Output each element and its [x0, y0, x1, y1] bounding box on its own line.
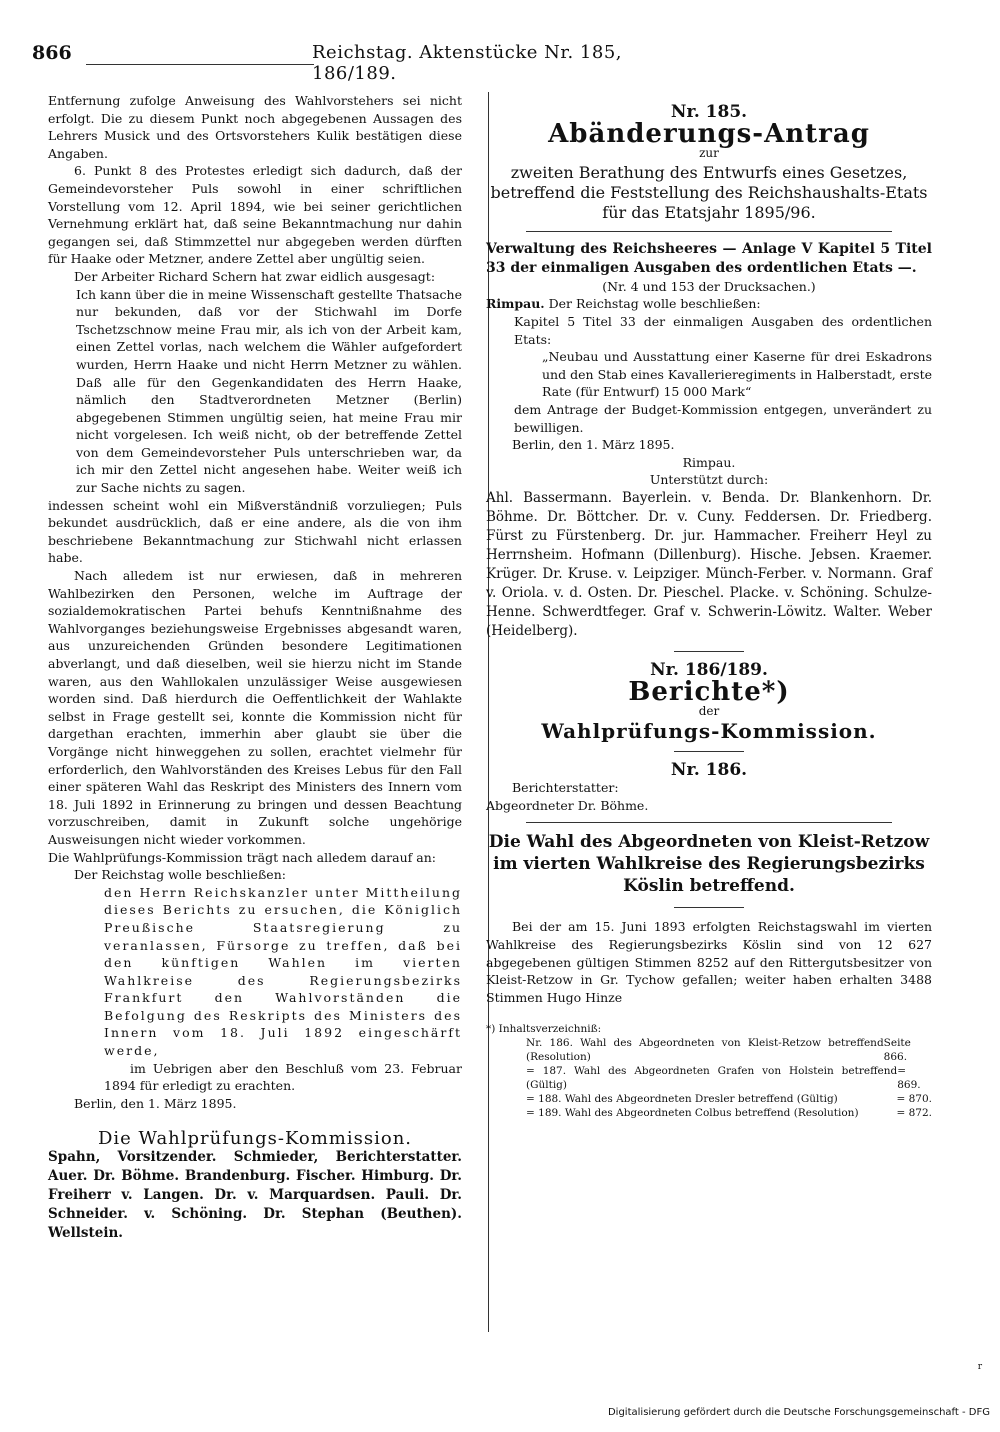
signer: Rimpau. — [682, 454, 736, 470]
separator — [674, 751, 744, 752]
mover-name: Rimpau. — [486, 296, 545, 312]
supporters-list: Ahl. Bassermann. Bayerlein. v. Benda. Dr. Blankenhorn. Dr. Böhme. Dr. Böttcher. Dr. v. Cuny. Feddersen. Dr. Friedberg. Fürst zu Fürstenberg. Dr. jur. Hammacher. Freiherr Heyl zu Herrnsheim. Hofmann (Dillenburg). Hische. Jebsen. Kraemer. Krüger. Dr. Kruse. v. Leipziger. Münch-Ferber. v. Normann. Graf v. Oriola. v. d. Osten. Dr. Pieschel. Placke. v. Schöning. Schulze-Henne. Schwerdtfeger. Graf v. Schwerin-Löwitz. Walter. Weber (Heidelberg). — [486, 489, 932, 639]
footnote-entry: = 187. Wahl des Abgeordneten Grafen von Holstein betreffend (Gültig) = 869. — [526, 1065, 921, 1092]
date-line: Berlin, den 1. März 1895. — [512, 437, 675, 453]
running-header — [32, 42, 668, 84]
separator — [674, 907, 744, 908]
header-rule — [86, 64, 314, 65]
paragraph: 6. Punkt 8 des Protestes erledigt sich dadurch, daß der Gemeindevorsteher Puls sowohl in einer schriftlichen Vorstellung vom 12. April 1894, wie bei seiner gerichtlichen Vernehmung erklärt hat, daß seine Bekanntmachung nur dahin gegangen sei, daß Stimmzettel nur abgegeben werden dürften für Haake oder Metzner, andere Zettel aber ungültig seien. — [48, 163, 462, 267]
supported-label: Unterstützt durch: — [649, 472, 769, 488]
right-column — [486, 102, 932, 1120]
report-subject: Die Wahl des Abgeordneten von Kleist-Retzow im vierten Wahlkreise des Regierungsbezirks Köslin betreffend. — [488, 832, 930, 897]
document-subtitle: zweiten Berathung des Entwurfs eines Gesetzes, betreffend die Feststellung des Reichshaushalts-Etats für das Etatsjahr 1895/96. — [490, 162, 928, 222]
commission-name: Wahlprüfungs-Kommission. — [541, 718, 877, 743]
paragraph: Entfernung zufolge Anweisung des Wahlvorstehers sei nicht erfolgt. Die zu diesem Punkt noch abgegebenen Aussagen des Lehrers Musick und des Ortsvorstehers Kulik bestätigen diese Angaben. — [48, 93, 462, 161]
budget-item: Kapitel 5 Titel 33 der einmaligen Ausgaben des ordentlichen Etats: — [514, 313, 932, 347]
document-title: Abänderungs-Antrag — [548, 118, 870, 149]
page-number: 866 — [32, 42, 72, 64]
report-number: Nr. 186. — [670, 759, 748, 780]
commission-members: Spahn, Vorsitzender. Schmieder, Berichterstatter. Auer. Dr. Böhme. Brandenburg. Fischer. Himburg. Dr. Freiherr v. Langen. Dr. v. Marquardsen. Pauli. Dr. Schneider. v. Schöning. Dr. Stephan (Beuthen). Wellstein. — [48, 1149, 462, 1242]
motion-text: im Uebrigen aber den Beschluß vom 23. Februar 1894 für erledigt zu erachten. — [104, 1060, 462, 1094]
reporter-label: Berichterstatter: — [512, 780, 619, 796]
document-number: Nr. 185. — [670, 102, 748, 122]
title-connector: der — [698, 704, 720, 719]
reports-title: Berichte*) — [628, 676, 790, 707]
motion-text: den Herrn Reichskanzler unter Mittheilung dieses Berichts zu ersuchen, die Königlich Preußische Staatsregierung zu veranlassen, Fürsorge zu treffen, daß bei den künftigen Wahlen im vierten Wahlkreise des Regierungsbezirks Frankfurt den Wahlvorständen die Befolgung des Reskripts des Ministers des Innern vom 18. Juli 1892 eingeschärft werde, — [104, 884, 462, 1059]
paragraph: Der Reichstag wolle beschließen: — [74, 867, 286, 883]
drucksachen-ref: (Nr. 4 und 153 der Drucksachen.) — [602, 278, 816, 294]
paragraph: Nach alledem ist nur erwiesen, daß in mehreren Wahlbezirken den Personen, welche im Auftrage der sozialdemokratischen Partei behufs Kenntnißnahme des Wahlvorganges beziehungsweise Ergebnisses abgesandt waren, aus unzureichenden Gründen besondere Legitimationen abverlangt, und daß dieselben, weil sie hierzu nicht im Stande waren, aus den Wahllokalen unzulässiger Weise ausgewiesen worden sind. Daß hierdurch die Oeffentlichkeit der Wahlakte selbst in Frage gestellt sei, konnte die Kommission nicht für dargethan erachten, immerhin aber glaubt sie über die Vorgänge nicht hinweggehen zu sollen, erachtet vielmehr für erforderlich, den Wahlvorständen des Kreises Lebus für den Fall einer späteren Wahl das Reskript des Ministers des Innern vom 18. Juli 1892 in Erinnerung zu bringen und dessen Beachtung vorzuschreiben, damit in Zukunft solche ungehörige Ausweisungen nicht wieder vorkommen. — [48, 568, 462, 847]
running-title: Reichstag. Aktenstücke Nr. 185, 186/189. — [312, 42, 623, 84]
digitization-credit: Digitalisierung gefördert durch die Deutsche Forschungsgemeinschaft - DFG — [607, 1407, 990, 1418]
footnote — [486, 1022, 932, 1120]
left-column — [48, 92, 462, 1243]
paragraph: indessen scheint wohl ein Mißverständniß vorzuliegen; Puls bekundet ausdrücklich, daß er eine andere, als die von ihm beschriebene Bekanntmachung zur Stichwahl nicht erlassen habe. — [48, 497, 462, 566]
paragraph: Der Arbeiter Richard Schern hat zwar eidlich ausgesagt: — [74, 268, 436, 284]
witness-quote: Ich kann über die in meine Wissenschaft gestellte Thatsache nur bekunden, daß vor der Stichwahl im Dorfe Tschetzschnow meine Frau mir, als ich von der Arbeit kam, einen Zettel vorlas, nach welchem die Wähler aufgefordert wurden, Herrn Haake und nicht Herrn Metzner zu wählen. Daß alle für den Gegenkandidaten des Herrn Haake, nämlich den Stadtverordneten Metzner (Berlin) abgegebenen Stimmen ungültig seien, hat meine Frau mir nicht vorgelesen. Ich weiß nicht, ob der betreffende Zettel von dem Gemeindevorsteher Puls unterschrieben war, da ich mir den Zettel nicht angesehen habe. Weiter weiß ich zur Sache nichts zu sagen. — [76, 286, 462, 496]
date-line: Berlin, den 1. März 1895. — [74, 1095, 237, 1111]
motion-end: dem Antrage der Budget-Kommission entgegen, unverändert zu bewilligen. — [514, 401, 932, 435]
footnote-entry: = 189. Wahl des Abgeordneten Colbus betreffend (Resolution) = 872. — [526, 1107, 932, 1120]
budget-item-quote: „Neubau und Ausstattung einer Kaserne für drei Eskadrons und den Stab eines Kavallerieregiments in Halberstadt, erste Rate (für Entwurf) 15 000 Mark“ — [542, 349, 932, 400]
reporter-name: Abgeordneter Dr. Böhme. — [486, 797, 649, 813]
commission-title: Die Wahlprüfungs-Kommission. — [97, 1128, 413, 1150]
separator — [526, 231, 892, 232]
section-heading: Verwaltung des Reichsheeres — Anlage V Kapitel 5 Titel 33 der einmaligen Ausgaben des ordentlichen Etats —. — [486, 240, 932, 276]
footnote-title: *) Inhaltsverzeichniß: — [486, 1023, 602, 1036]
separator — [526, 822, 892, 823]
paragraph: Die Wahlprüfungs-Kommission trägt nach alledem darauf an: — [48, 849, 436, 865]
title-connector: zur — [699, 146, 719, 161]
footnote-entry: = 188. Wahl des Abgeordneten Dresler betreffend (Gültig) = 870. — [526, 1093, 932, 1106]
document-number: Nr. 186/189. — [650, 659, 768, 680]
corner-mark: r — [977, 1362, 982, 1372]
footnote-entry: Nr. 186. Wahl des Abgeordneten von Kleist-Retzow betreffend (Resolution) Seite 866. — [526, 1037, 911, 1064]
resolve-line: Der Reichstag wolle beschließen: — [548, 296, 761, 312]
report-body: Bei der am 15. Juni 1893 erfolgten Reichstagswahl im vierten Wahlkreise des Regierungsbezirks Köslin sind von 12 627 abgegebenen gültigen Stimmen 8252 auf den Rittergutsbesitzer von Kleist-Retzow in Gr. Tychow gefallen; weiter haben erhalten 3488 Stimmen Hugo Hinze — [486, 919, 932, 1005]
separator — [674, 651, 744, 652]
